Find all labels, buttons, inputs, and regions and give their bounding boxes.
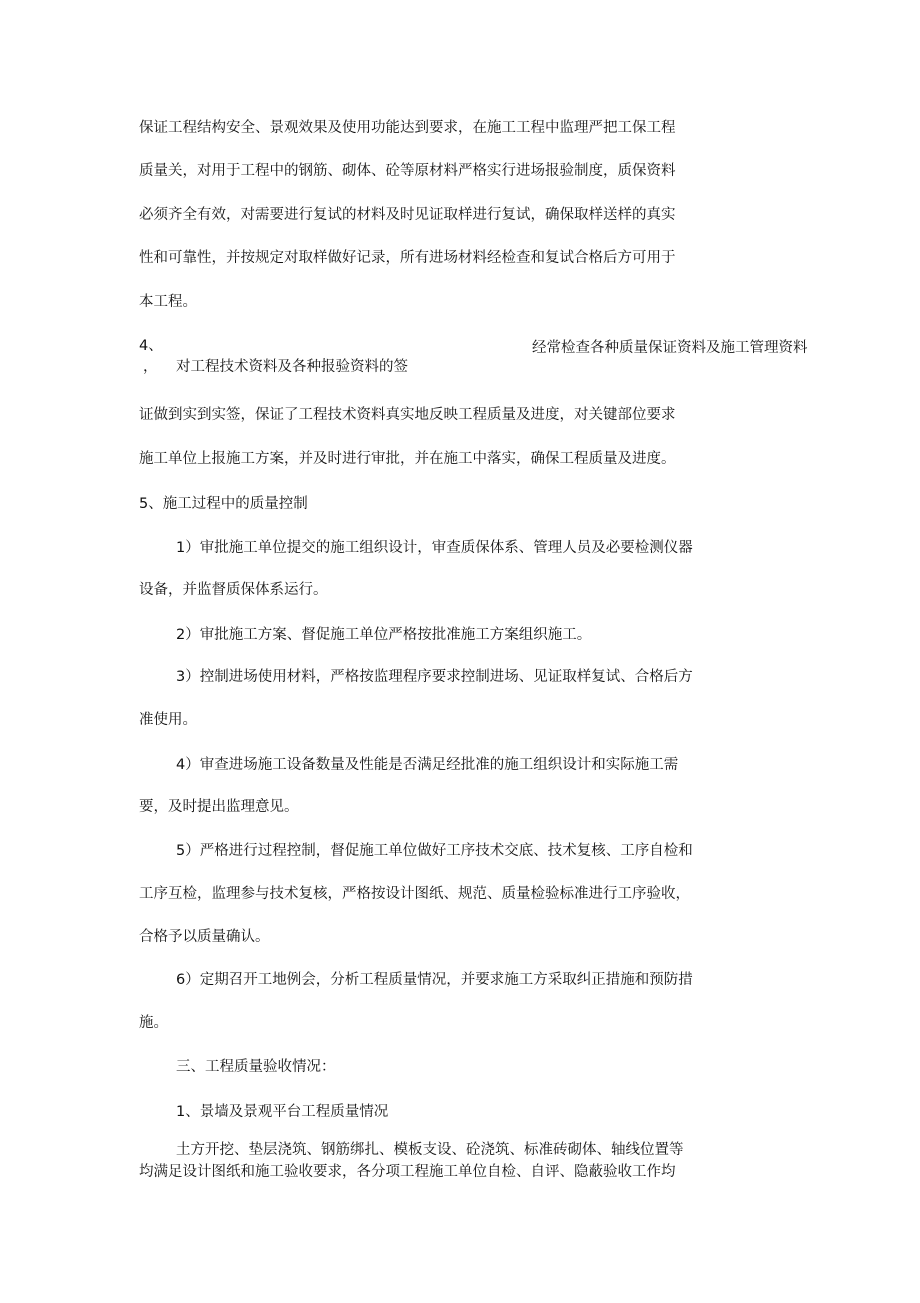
paragraph-line: 性和可靠性，并按规定对取样做好记录，所有进场材料经检查和复试合格后方可用于	[139, 250, 676, 266]
paragraph-line: 保证工程结构安全、景观效果及使用功能达到要求，在施工工程中监理严把工保工程	[139, 120, 676, 136]
section-number: 4、	[139, 338, 163, 354]
paragraph-line: 证做到实到实签，保证了工程技术资料真实地反映工程质量及进度，对关键部位要求	[139, 407, 676, 423]
section-heading: 三、工程质量验收情况：	[176, 1059, 336, 1075]
paragraph-line: 本工程。	[139, 294, 197, 310]
paragraph-line: 必须齐全有效，对需要进行复试的材料及时见证取样进行复试，确保取样送样的真实	[139, 207, 676, 223]
paragraph-line: 土方开挖、垫层浇筑、钢筋绑扎、模板支设、砼浇筑、标准砖砌体、轴线位置等	[176, 1142, 684, 1158]
paragraph-line: 施工单位上报施工方案，并及时进行审批，并在施工中落实，确保工程质量及进度。	[139, 451, 676, 467]
list-item: 4）审查进场施工设备数量及性能是否满足经批准的施工组织设计和实际施工需	[176, 757, 679, 773]
paragraph-line: 均满足设计图纸和施工验收要求，各分项工程施工单位自检、自评、隐蔽验收工作均	[139, 1164, 676, 1180]
list-item: 3）控制进场使用材料，严格按监理程序要求控制进场、见证取样复试、合格后方	[176, 669, 693, 685]
list-item: 5）严格进行过程控制，督促施工单位做好工序技术交底、技术复核、工序自检和	[176, 843, 693, 859]
paragraph-line: 经常检查各种质量保证资料及施工管理资料	[532, 340, 808, 356]
section-heading: 5、施工过程中的质量控制	[139, 496, 308, 512]
paragraph-line: 要，及时提出监理意见。	[139, 799, 299, 815]
paragraph-line: 工序互检，监理参与技术复核，严格按设计图纸、规范、质量检验标准进行工序验收，	[139, 886, 690, 902]
paragraph-line: 合格予以质量确认。	[139, 929, 270, 945]
paragraph-line: 准使用。	[139, 712, 197, 728]
list-item: 1）审批施工单位提交的施工组织设计，审查质保体系、管理人员及必要检测仪器	[176, 540, 693, 556]
paragraph-line: 设备，并监督质保体系运行。	[139, 582, 328, 598]
paragraph-line: 施。	[139, 1015, 168, 1031]
subsection-heading: 1、景墙及景观平台工程质量情况	[176, 1104, 389, 1120]
paragraph-line: 对工程技术资料及各种报验资料的签	[176, 359, 408, 375]
list-item: 6）定期召开工地例会，分析工程质量情况，并要求施工方采取纠正措施和预防措	[176, 972, 693, 988]
paragraph-line: ，	[143, 359, 158, 375]
paragraph-line: 质量关，对用于工程中的钢筋、砌体、砼等原材料严格实行进场报验制度，质保资料	[139, 163, 676, 179]
list-item: 2）审批施工方案、督促施工单位严格按批准施工方案组织施工。	[176, 627, 592, 643]
